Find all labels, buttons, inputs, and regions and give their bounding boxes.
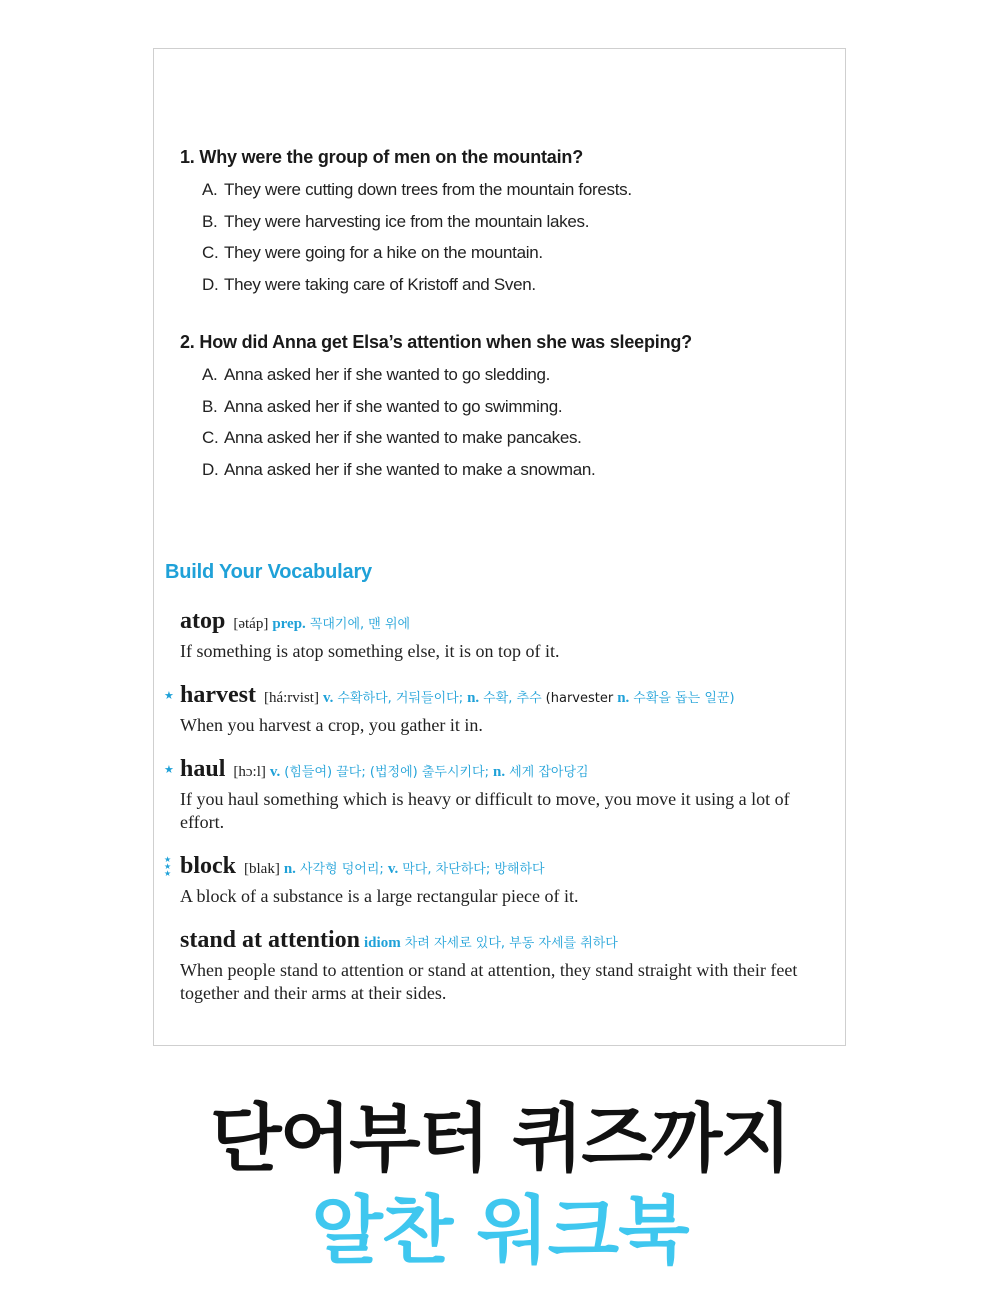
vocab-entry xyxy=(164,852,810,908)
option-letter: D. xyxy=(202,274,219,294)
option-letter: A. xyxy=(202,180,218,199)
part-of-speech: idiom xyxy=(364,935,401,951)
vocab-definition: A block of a substance is a large rectangular piece of it. xyxy=(180,886,579,906)
slogan-subheadline: 알찬 워크북 xyxy=(311,1188,689,1274)
answer-option xyxy=(180,422,820,454)
option-letter: C. xyxy=(202,428,219,447)
part-of-speech: n. xyxy=(467,690,480,706)
star-icon: ★ xyxy=(164,689,174,702)
slogan-headline: 단어부터 퀴즈까지 xyxy=(210,1096,790,1182)
vocab-headline xyxy=(180,607,810,639)
option-letter: A. xyxy=(202,365,218,384)
answer-option xyxy=(180,269,820,301)
question-text: 2. How did Anna get Elsa’s attention when she was sleeping? xyxy=(180,332,692,352)
option-text: They were taking care of Kristoff and Sven. xyxy=(224,274,536,294)
vocab-word: block xyxy=(180,853,237,879)
option-text: Anna asked her if she wanted to go swimming. xyxy=(224,396,563,416)
vocab-headline xyxy=(180,852,810,884)
option-letter: B. xyxy=(202,211,218,231)
part-of-speech: v. xyxy=(387,861,399,877)
answer-option xyxy=(180,454,820,486)
answer-option xyxy=(180,206,820,238)
vocab-entry xyxy=(180,926,810,1005)
vocab-definition: If something is atop something else, it is on top of it. xyxy=(180,641,560,661)
korean-meaning: 막다, 차단하다; 방해하다 xyxy=(402,862,545,877)
vocab-word: haul xyxy=(180,756,226,782)
answer-option xyxy=(180,359,820,391)
quiz-question xyxy=(180,330,820,485)
option-letter: C. xyxy=(202,243,219,262)
related-word: (harvester xyxy=(545,691,614,706)
part-of-speech: n. xyxy=(283,861,296,877)
workbook-page xyxy=(153,48,846,1046)
vocab-definition: When people stand to attention or stand at attention, they stand straight with their feet together and their arms at their sides. xyxy=(180,960,798,1003)
vocab-headline xyxy=(180,755,810,787)
vocab-definition: When you harvest a crop, you gather it in. xyxy=(180,715,483,735)
question-text: 1. Why were the group of men on the mountain? xyxy=(180,147,584,167)
answer-option xyxy=(180,391,820,423)
part-of-speech: prep. xyxy=(272,616,306,632)
option-letter: B. xyxy=(202,396,218,416)
part-of-speech: n. xyxy=(493,764,506,780)
option-text: They were cutting down trees from the mountain forests. xyxy=(224,180,632,199)
korean-meaning: (힘들여) 끌다; (법정에) 출두시키다; xyxy=(284,765,489,780)
quiz-question xyxy=(180,145,820,300)
pronunciation: [hɔ:l] xyxy=(233,764,266,780)
star-icon: ★ xyxy=(164,763,174,776)
answer-option xyxy=(180,174,820,206)
korean-meaning: 수확, 추수 xyxy=(483,691,542,706)
option-text: They were going for a hike on the mountain. xyxy=(224,243,543,262)
korean-meaning: 세게 잡아당김 xyxy=(509,765,589,780)
vocab-word: atop xyxy=(180,608,226,634)
vocab-section-title: Build Your Vocabulary xyxy=(165,561,372,583)
quiz-section xyxy=(180,145,820,515)
korean-meaning: 수확하다, 거둬들이다; xyxy=(337,691,464,706)
option-letter: D. xyxy=(202,459,219,479)
option-text: Anna asked her if she wanted to make pancakes. xyxy=(224,428,582,447)
korean-meaning: 사각형 덩어리; xyxy=(299,862,384,877)
korean-meaning: 꼭대기에, 맨 위에 xyxy=(309,617,411,632)
vocab-word: harvest xyxy=(180,682,256,708)
part-of-speech: n. xyxy=(617,690,630,706)
vocab-entry xyxy=(180,607,810,663)
part-of-speech: v. xyxy=(322,690,334,706)
vocab-headline xyxy=(180,681,810,713)
pronunciation: [blak] xyxy=(244,861,280,877)
option-text: Anna asked her if she wanted to make a snowman. xyxy=(224,459,596,479)
pronunciation: [há:rvist] xyxy=(263,690,319,706)
korean-meaning: 차려 자세로 있다, 부동 자세를 취하다 xyxy=(404,936,618,951)
option-text: They were harvesting ice from the mountain lakes. xyxy=(224,211,590,231)
part-of-speech: v. xyxy=(269,764,281,780)
pronunciation: [ətáp] xyxy=(233,616,269,632)
vocab-entry xyxy=(164,681,810,737)
vocab-list xyxy=(164,607,810,1023)
option-text: Anna asked her if she wanted to go sledding. xyxy=(224,365,551,384)
answer-option xyxy=(180,237,820,269)
triple-star-icon: ★ ★ ★ xyxy=(164,855,172,878)
korean-meaning: 수확을 돕는 일꾼) xyxy=(633,691,735,706)
vocab-word: stand at attention xyxy=(180,927,361,953)
vocab-entry xyxy=(164,755,810,834)
vocab-headline xyxy=(180,926,810,958)
vocab-definition: If you haul something which is heavy or difficult to move, you move it using a lot of effort. xyxy=(180,789,790,832)
